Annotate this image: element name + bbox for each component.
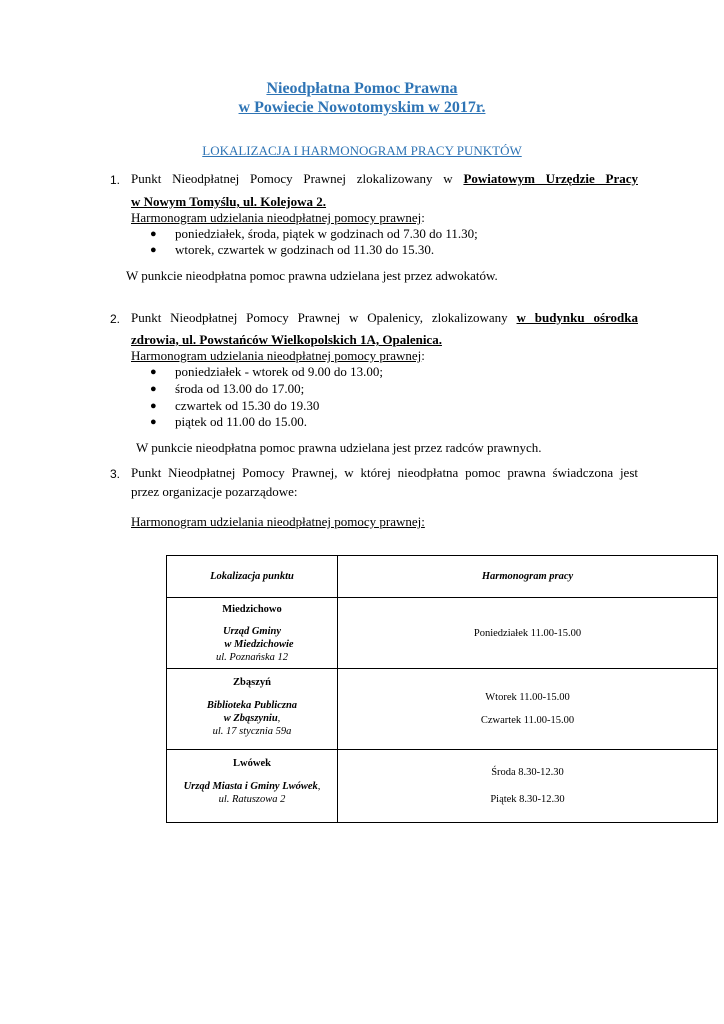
location-cell (167, 598, 338, 669)
hours-entry: Wtorek 11.00-15.00 (485, 692, 570, 703)
hours-cell (338, 598, 718, 669)
schedule-label: Harmonogram udzielania nieodpłatnej pomocy prawnej (131, 210, 422, 225)
hours-entry: Środa 8.30-12.30 (491, 767, 564, 778)
section-1-text: Punkt Nieodpłatnej Pomocy Prawnej zlokalizowany w (131, 171, 464, 186)
table-row (167, 598, 718, 669)
institution-line1: Urząd Gminy (222, 626, 282, 637)
location-cell (167, 750, 338, 823)
colon: : (421, 348, 425, 363)
bullet-icon: ● (150, 244, 157, 256)
schedule-label: Harmonogram udzielania nieodpłatnej pomocy prawnej (131, 348, 422, 363)
institution-line1: Urząd Miasta i Gminy Lwówek (183, 781, 318, 792)
table-row (167, 669, 718, 750)
section-2-note: W punkcie nieodpłatna pomoc prawna udzielana jest przez radców prawnych. (136, 440, 542, 455)
document-subtitle: LOKALIZACJA I HARMONOGRAM PRACY PUNKTÓW (202, 143, 522, 158)
institution-comma: , (277, 713, 281, 724)
bullet-icon: ● (150, 400, 157, 412)
table-header-row (167, 556, 718, 598)
schedule-table (166, 555, 718, 823)
hours-cell (338, 750, 718, 823)
table-row (167, 750, 718, 823)
section-3-schedule-label: Harmonogram udzielania nieodpłatnej pomocy prawnej: (131, 514, 425, 529)
section-1-address: w Nowym Tomyślu, ul. Kolejowa 2. (131, 194, 327, 209)
section-2-text: Punkt Nieodpłatnej Pomocy Prawnej w Opalenicy, zlokalizowany (131, 310, 517, 325)
section-3-number: 3. (110, 467, 121, 481)
colon: : (421, 210, 425, 225)
institution-address: ul. Poznańska 12 (215, 652, 289, 663)
section-2-bullet-1: poniedziałek - wtorek od 9.00 do 13.00; (175, 364, 383, 379)
section-2-number: 2. (110, 312, 121, 326)
section-2-location: w budynku ośrodka (516, 310, 638, 325)
institution-line2-wrap (167, 712, 337, 725)
section-1-location: Powiatowym Urzędzie Pracy (463, 171, 638, 186)
section-2-address: zdrowia, ul. Powstańców Wielkopolskich 1A, Opalenica. (131, 332, 442, 347)
location-cell (167, 669, 338, 750)
column-header-schedule: Harmonogram pracy (338, 556, 718, 598)
section-2-bullet-3: czwartek od 15.30 do 19.30 (175, 398, 320, 413)
hours-entry: Piątek 8.30-12.30 (490, 794, 565, 805)
bullet-icon: ● (150, 383, 157, 395)
institution-line1-wrap (167, 780, 337, 793)
institution-address: ul. Ratuszowa 2 (218, 794, 286, 805)
document-title-line2: w Powiecie Nowotomyskim w 2017r. (238, 99, 486, 116)
bullet-icon: ● (150, 366, 157, 378)
hours-entry: Czwartek 11.00-15.00 (480, 715, 575, 726)
document-title-line1: Nieodpłatna Pomoc Prawna (266, 80, 458, 97)
column-header-location: Lokalizacja punktu (167, 556, 338, 598)
section-2-bullet-2: środa od 13.00 do 17.00; (175, 381, 305, 396)
institution-name (167, 625, 337, 638)
hours-cell (338, 669, 718, 750)
institution-comma: , (317, 781, 321, 792)
institution-line1: Biblioteka Publiczna (206, 700, 298, 711)
section-1-line1 (131, 171, 638, 187)
section-1-bullet-1: poniedziałek, środa, piątek w godzinach od 7.30 do 11.30; (175, 226, 478, 241)
section-1-note: W punkcie nieodpłatna pomoc prawna udzielana jest przez adwokatów. (126, 268, 498, 283)
town-name: Lwówek (233, 758, 271, 769)
hours-entry: Poniedziałek 11.00-15.00 (473, 627, 582, 639)
town-name: Miedzichowo (222, 604, 282, 615)
section-1-number: 1. (110, 173, 121, 187)
town-name: Zbąszyń (233, 677, 271, 688)
section-2-bullet-4: piątek od 11.00 do 15.00. (175, 414, 308, 429)
institution-line2: w Miedzichowie (224, 639, 294, 650)
bullet-icon: ● (150, 228, 157, 240)
section-3-line1: Punkt Nieodpłatnej Pomocy Prawnej, w której nieodpłatna pomoc prawna świadczona jest (131, 465, 638, 480)
section-3-line2: przez organizacje pozarządowe: (131, 484, 298, 499)
section-1-schedule-label (131, 210, 638, 226)
section-1-bullet-2: wtorek, czwartek w godzinach od 11.30 do 15.30. (175, 242, 435, 257)
institution-address: ul. 17 stycznia 59a (212, 726, 292, 737)
section-2-line1 (131, 310, 638, 326)
section-2-schedule-label (131, 348, 638, 364)
bullet-icon: ● (150, 416, 157, 428)
institution-line2: w Zbąszyniu (223, 713, 278, 724)
